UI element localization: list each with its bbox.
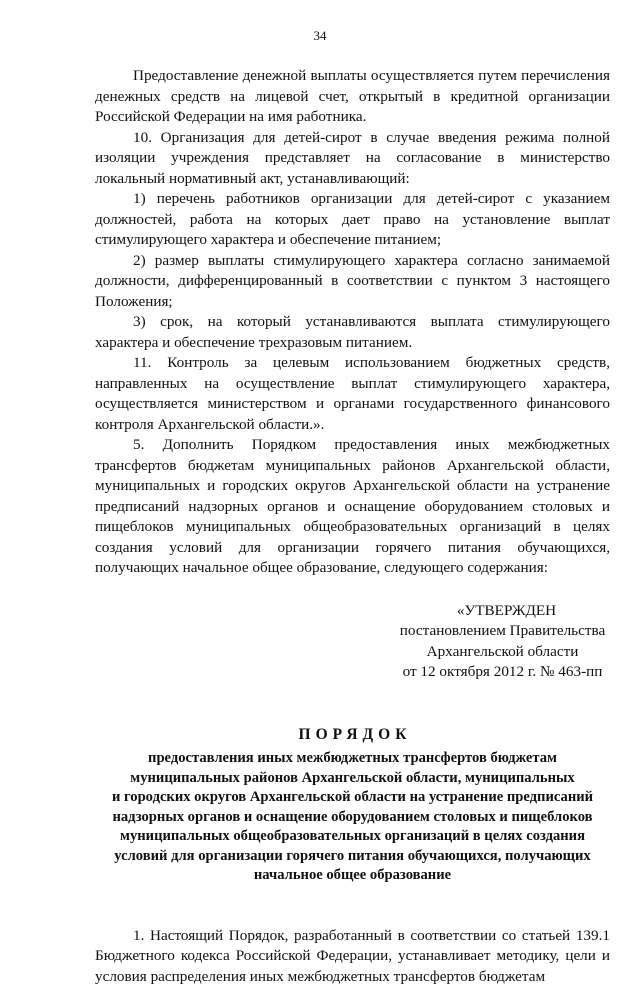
approval-heading: «УТВЕРЖДЕН [395, 601, 610, 622]
order-title-line: начальное общее образование [95, 866, 610, 886]
paragraph-clause-10: 10. Организация для детей-сирот в случае введения режима полной изоляции учреждения представляет на согласование в министерство локальный нормативный акт, устанавливающий: [95, 128, 610, 190]
order-title-line: предоставления иных межбюджетных трансфертов бюджетам [95, 749, 610, 769]
paragraph-item-1: 1) перечень работников организации для детей-сирот с указанием должностей, работа на которых дает право на установление выплат стимулирующего характера и обеспечение питанием; [95, 189, 610, 251]
approval-stamp [395, 601, 610, 683]
order-title-line: надзорных органов и оснащение оборудованием столовых и пищеблоков [95, 808, 610, 828]
paragraph-payment-method: Предоставление денежной выплаты осуществляется путем перечисления денежных средств на лицевой счет, открытый в кредитной организации Российской Федерации на имя работника. [95, 66, 610, 128]
paragraph-amendment-5: 5. Дополнить Порядком предоставления иных межбюджетных трансфертов бюджетам муниципальных районов Архангельской области, муниципальных и городских округов Архангельской области на устранение предписаний надзорных органов и оснащение оборудованием столовых и пищеблоков муниципальных общеобразовательных организаций в целях создания условий для организации горячего питания обучающихся, получающих начальное общее образование, следующего содержания: [95, 435, 610, 579]
order-title-line: и городских округов Архангельской области на устранение предписаний [95, 788, 610, 808]
paragraph-item-3: 3) срок, на который устанавливаются выплата стимулирующего характера и обеспечение трехразовым питанием. [95, 312, 610, 353]
page-number: 34 [0, 26, 640, 47]
order-title-line: условий для организации горячего питания обучающихся, получающих [95, 847, 610, 867]
order-title-line: муниципальных общеобразовательных организаций в целях создания [95, 827, 610, 847]
paragraph-item-2: 2) размер выплаты стимулирующего характера согласно занимаемой должности, дифференцированный в соответствии с пунктом 3 настоящего Положения; [95, 251, 610, 313]
order-title-line: муниципальных районов Архангельской области, муниципальных [95, 769, 610, 789]
order-heading: ПОРЯДОК [95, 725, 610, 746]
approval-region: Архангельской области [395, 642, 610, 663]
paragraph-order-clause-1: 1. Настоящий Порядок, разработанный в соответствии со статьей 139.1 Бюджетного кодекса Российской Федерации, устанавливает методику, цели и условия распределения иных межбюджетных трансфертов бюджетам [95, 926, 610, 987]
approval-date: от 12 октября 2012 г. № 463-пп [395, 662, 610, 683]
approval-authority: постановлением Правительства [395, 621, 610, 642]
order-title-block [95, 725, 610, 886]
document-body [95, 66, 610, 987]
paragraph-clause-11: 11. Контроль за целевым использованием бюджетных средств, направленных на осуществление выплат стимулирующего характера, осуществляется министерством и органами государственного финансового контроля Архангельской области.». [95, 353, 610, 435]
